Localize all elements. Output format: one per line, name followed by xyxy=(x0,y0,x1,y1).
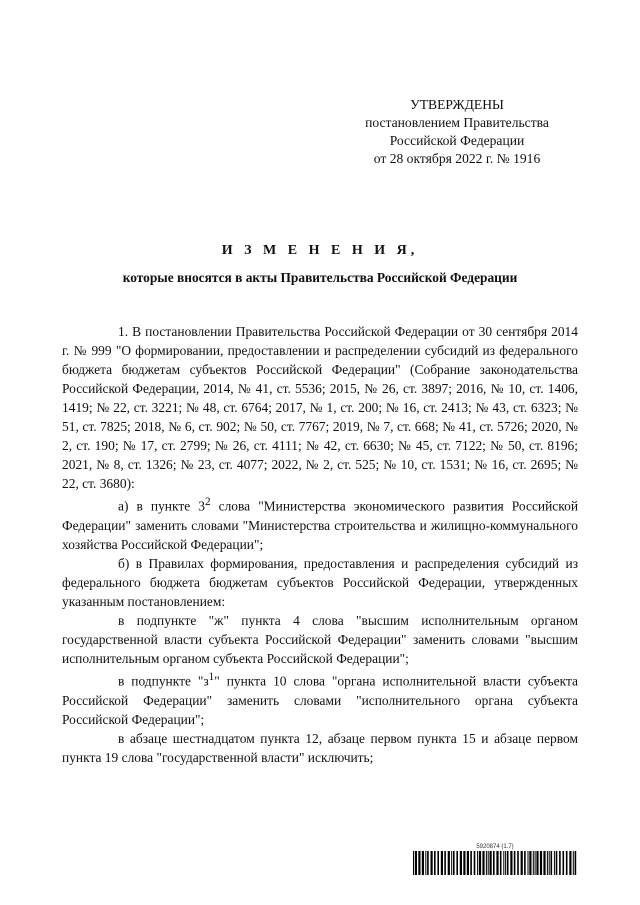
barcode-bar xyxy=(451,851,452,875)
barcode-bar xyxy=(554,851,555,875)
barcode-bar xyxy=(573,851,574,875)
barcode-bar xyxy=(505,851,506,875)
barcode-bar xyxy=(503,851,504,875)
barcode-bar xyxy=(427,851,429,875)
barcode-bar xyxy=(510,851,512,875)
barcode-bar xyxy=(425,851,426,875)
barcode-bar xyxy=(441,851,443,875)
approval-block xyxy=(340,96,574,168)
barcode-bar xyxy=(415,851,417,875)
approval-status: УТВЕРЖДЕНЫ xyxy=(410,97,504,112)
barcode-bar xyxy=(521,851,523,875)
barcode-bar xyxy=(477,851,478,875)
barcode-bar xyxy=(437,851,439,875)
paragraph-5-start: в подпункте "з xyxy=(118,673,209,689)
barcode-bar xyxy=(448,851,450,875)
barcode-bar xyxy=(500,851,502,875)
barcode-bar xyxy=(486,851,487,875)
barcode-bar xyxy=(575,851,577,875)
paragraph-2-superscript: 2 xyxy=(204,496,211,509)
barcode-number: 5920874 (1.7) xyxy=(476,844,514,850)
barcode-bar xyxy=(456,851,458,875)
barcode-bar xyxy=(524,851,526,875)
barcode-bar xyxy=(535,851,536,875)
document-title: И З М Е Н Е Н И Я, xyxy=(221,243,419,258)
barcode-bar xyxy=(529,851,531,875)
approval-by: постановлением Правительства xyxy=(365,115,549,130)
approval-date: от 28 октября 2022 г. № 1916 xyxy=(373,151,541,166)
paragraph-3: б) в Правилах формирования, предоставления и распределения субсидий из федерального бюджета бюджетам субъектов Российской Федерации, утвержденных указанным постановлением: xyxy=(62,556,578,610)
barcode-bar xyxy=(563,851,565,875)
paragraph-5-superscript: 1 xyxy=(208,671,215,684)
barcode-bar xyxy=(569,851,571,875)
approval-authority: Российской Федерации xyxy=(389,133,525,148)
barcode-bar xyxy=(460,851,462,875)
paragraph-4: в подпункте "ж" пункта 4 слова "высшим исполнительным органом государственной власти субъекта Российской Федерации" заменить словами "высшим исполнительным органом субъекта Российской Федерации"; xyxy=(62,613,578,667)
barcode-bar xyxy=(551,851,553,875)
barcode-bar xyxy=(453,851,455,875)
barcode-bar xyxy=(514,851,516,875)
barcode-bar xyxy=(413,851,414,875)
barcode-bar xyxy=(490,851,492,875)
barcode-bar xyxy=(547,851,548,875)
barcode-bar xyxy=(434,851,436,875)
barcode-bar xyxy=(507,851,509,875)
barcode-bar xyxy=(543,851,545,875)
document-subtitle: которые вносятся в акты Правительства Российской Федерации xyxy=(122,270,518,285)
barcode-bar xyxy=(536,851,538,875)
paragraph-5-end: " пункта 10 слова "органа исполнительной власти субъекта Российской Федерации" заменить словами "исполнительного органа субъекта Российской Федерации"; xyxy=(62,673,578,727)
barcode-bar xyxy=(540,851,542,875)
barcode-bar xyxy=(422,851,424,875)
paragraph-5 xyxy=(62,668,578,729)
barcode-bar xyxy=(496,851,498,875)
barcode-bar xyxy=(566,851,568,875)
barcode-bar xyxy=(431,851,433,875)
barcode-bar xyxy=(418,851,420,875)
barcode-bar xyxy=(463,851,465,875)
barcode-bar xyxy=(488,851,489,875)
paragraph-1: 1. В постановлении Правительства Российской Федерации от 30 сентября 2014 г. № 999 "О формировании, предоставлении и распределении субсидий из федерального бюджета бюджетам субъектов Российской Федерации" (Собрание законодательства Российской Федерации, 2014, № 41, ст. 5536; 2015, № 26, ст. 3897; 2016, № 10, ст. 1406, 1419; № 22, ст. 3221; № 48, ст. 6764; 2017, № 1, ст. 200; № 16, ст. 2413; № 43, ст. 6323; № 51, ст. 7825; 2018, № 6, ст. 902; № 50, ст. 7767; 2019, № 7, ст. 668; № 41, ст. 5726; 2020, № 2, ст. 190; № 17, ст. 2799; № 26, ст. 4111; № 42, ст. 6630; № 45, ст. 7122; № 50, ст. 8196; 2021, № 8, ст. 1326; № 23, ст. 4077; 2022, № 2, ст. 525; № 10, ст. 1531; № 16, ст. 2695; № 22, ст. 3680): xyxy=(62,324,578,492)
paragraph-6: в абзаце шестнадцатом пункта 12, абзаце первом пункта 15 и абзаце первом пункта 19 слова "государственной власти" исключить; xyxy=(62,730,578,765)
paragraph-2-end: слова "Министерства экономического развития Российской Федерации" заменить словами "Министерства строительства и жилищно-коммунального хозяйства Российской Федерации"; xyxy=(62,498,579,552)
barcode-bar xyxy=(470,851,472,875)
barcode-bar xyxy=(482,851,484,875)
barcode-bar xyxy=(474,851,476,875)
barcode-bar xyxy=(533,851,534,875)
barcode-block xyxy=(412,843,578,875)
barcode-bar xyxy=(444,851,446,875)
barcode-bar xyxy=(559,851,561,875)
barcode-bar xyxy=(556,851,558,875)
paragraph-2 xyxy=(62,493,578,554)
barcode-bar xyxy=(528,851,529,875)
barcode-bar xyxy=(549,851,550,875)
barcode-icon xyxy=(412,851,578,875)
barcode-bar xyxy=(493,851,495,875)
barcode-bar xyxy=(517,851,519,875)
barcode-bar xyxy=(467,851,469,875)
barcode-bar xyxy=(479,851,481,875)
document-body xyxy=(62,322,578,767)
paragraph-2-start: а) в пункте 3 xyxy=(118,498,205,514)
